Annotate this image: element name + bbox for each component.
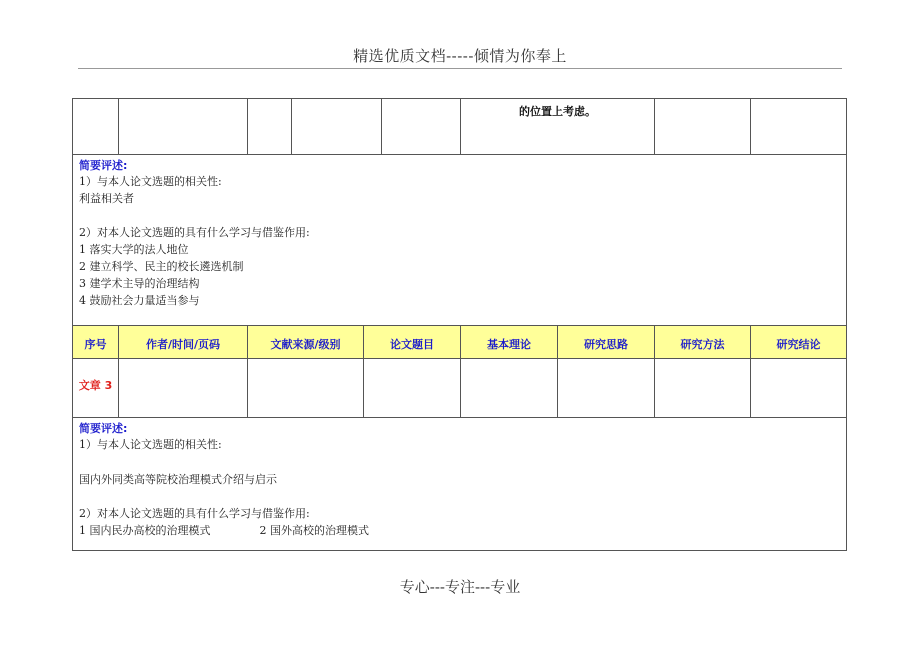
- review-1-usage-item: 4 鼓励社会力量适当参与: [79, 294, 200, 307]
- top-row-divider: [247, 99, 248, 154]
- top-row-divider: [381, 99, 382, 154]
- review-2-usage-heading: 2）对本人论文选题的具有什么学习与借鉴作用:: [79, 507, 310, 520]
- article-row-label: 文章 3: [78, 379, 113, 392]
- row-divider: [73, 154, 846, 155]
- review-1-usage-item: 1 落实大学的法人地位: [79, 243, 189, 256]
- review-2-usage-line: 1 国内民办高校的治理模式 2 国外高校的治理模式: [79, 524, 369, 537]
- column-header-source: 文献来源/级别: [270, 338, 341, 351]
- review-1-relevance-heading: 1）与本人论文选题的相关性:: [79, 175, 222, 188]
- review-1-usage-heading: 2）对本人论文选题的具有什么学习与借鉴作用:: [79, 226, 310, 239]
- literature-table: [72, 98, 847, 551]
- review-2-title: 简要评述:: [79, 422, 128, 435]
- column-header-title: 论文题目: [390, 338, 434, 351]
- page-header-title: 精选优质文档-----倾情为你奉上: [353, 47, 567, 65]
- review-2-relevance-heading: 1）与本人论文选题的相关性:: [79, 438, 222, 451]
- review-1-relevance-text: 利益相关者: [79, 192, 134, 205]
- column-header-theory: 基本理论: [487, 338, 531, 351]
- column-header-conclusion: 研究结论: [776, 338, 821, 351]
- review-1-title: 简要评述:: [79, 159, 128, 172]
- top-row-divider: [750, 99, 751, 154]
- top-row-divider: [118, 99, 119, 154]
- header-divider: [78, 68, 842, 69]
- top-row-divider: [654, 99, 655, 154]
- review-1-usage-item: 3 建学术主导的治理结构: [79, 277, 200, 290]
- column-header-index: 序号: [84, 338, 107, 351]
- row-divider: [73, 417, 846, 418]
- column-header-method: 研究方法: [680, 338, 725, 351]
- top-row-divider: [291, 99, 292, 154]
- review-1-usage-item: 2 建立科学、民主的校长遴选机制: [79, 260, 244, 273]
- page-footer-text: 专心---专注---专业: [399, 578, 521, 596]
- review-2-relevance-text: 国内外同类高等院校治理模式介绍与启示: [79, 473, 277, 486]
- column-header-author: 作者/时间/页码: [145, 338, 221, 351]
- top-row-fragment-text: 的位置上考虑。: [519, 105, 596, 118]
- column-header-approach: 研究思路: [584, 338, 628, 351]
